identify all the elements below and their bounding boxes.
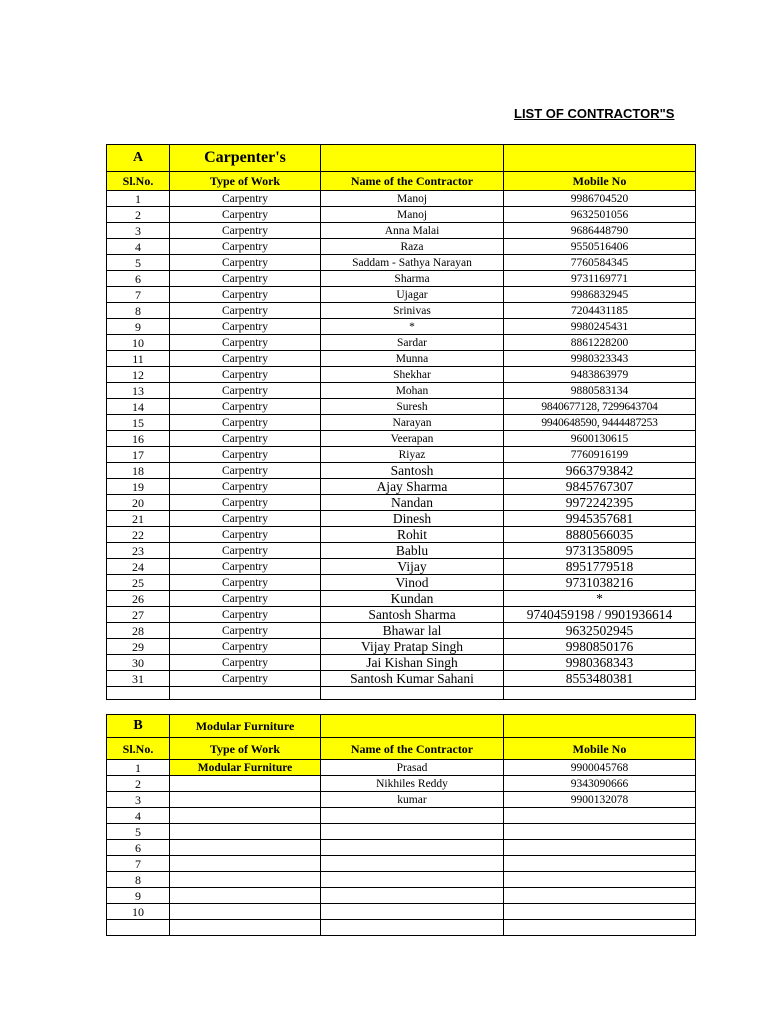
sl-cell: 2 — [107, 776, 170, 792]
table-row — [107, 287, 696, 303]
table-row — [107, 335, 696, 351]
sl-cell: 20 — [107, 495, 170, 511]
type-of-work-cell: Carpentry — [170, 367, 321, 383]
mobile-number-cell: 9945357681 — [504, 511, 696, 527]
mobile-number-cell: 9550516406 — [504, 239, 696, 255]
sl-cell: 15 — [107, 415, 170, 431]
sl-cell: 17 — [107, 447, 170, 463]
type-of-work-cell: Carpentry — [170, 271, 321, 287]
type-of-work-cell: Carpentry — [170, 463, 321, 479]
type-of-work-cell — [170, 856, 321, 872]
column-header-mobile: Mobile No — [504, 172, 696, 191]
contractor-name-cell: Ujagar — [321, 287, 504, 303]
empty-cell — [504, 687, 696, 700]
sl-cell: 1 — [107, 191, 170, 207]
modular-furniture-table — [106, 714, 696, 936]
contractor-name-cell — [321, 824, 504, 840]
table-row — [107, 792, 696, 808]
mobile-number-cell: 7760584345 — [504, 255, 696, 271]
type-of-work-cell: Carpentry — [170, 607, 321, 623]
sl-cell: 3 — [107, 792, 170, 808]
type-of-work-cell: Carpentry — [170, 383, 321, 399]
sl-cell: 31 — [107, 671, 170, 687]
sl-cell: 13 — [107, 383, 170, 399]
mobile-number-cell: 9840677128, 7299643704 — [504, 399, 696, 415]
table-row — [107, 431, 696, 447]
table-row — [107, 239, 696, 255]
type-of-work-cell — [170, 872, 321, 888]
type-of-work-cell: Carpentry — [170, 255, 321, 271]
empty-cell — [504, 145, 696, 172]
table-row — [107, 351, 696, 367]
table-row — [107, 207, 696, 223]
sl-cell: 3 — [107, 223, 170, 239]
table-row — [107, 511, 696, 527]
contractor-name-cell: Vinod — [321, 575, 504, 591]
contractor-name-cell: Santosh Kumar Sahani — [321, 671, 504, 687]
mobile-number-cell: 9663793842 — [504, 463, 696, 479]
sl-cell: 4 — [107, 239, 170, 255]
document-title: LIST OF CONTRACTOR"S — [514, 106, 675, 121]
empty-row — [107, 687, 696, 700]
empty-cell — [321, 145, 504, 172]
mobile-number-cell — [504, 808, 696, 824]
contractor-name-cell: Nandan — [321, 495, 504, 511]
contractor-name-cell: Saddam - Sathya Narayan — [321, 255, 504, 271]
type-of-work-cell: Carpentry — [170, 239, 321, 255]
type-of-work-cell — [170, 792, 321, 808]
mobile-number-cell — [504, 904, 696, 920]
sl-cell: 7 — [107, 287, 170, 303]
sl-cell: 25 — [107, 575, 170, 591]
mobile-number-cell: 9686448790 — [504, 223, 696, 239]
table-row — [107, 671, 696, 687]
table-row — [107, 399, 696, 415]
mobile-number-cell: 9731038216 — [504, 575, 696, 591]
column-header-type: Type of Work — [170, 172, 321, 191]
sl-cell: 21 — [107, 511, 170, 527]
mobile-number-cell: 9986832945 — [504, 287, 696, 303]
type-of-work-cell: Carpentry — [170, 191, 321, 207]
table-row — [107, 223, 696, 239]
mobile-number-cell — [504, 824, 696, 840]
type-of-work-cell: Carpentry — [170, 303, 321, 319]
contractor-name-cell: Riyaz — [321, 447, 504, 463]
contractor-name-cell: Vijay — [321, 559, 504, 575]
type-of-work-cell: Carpentry — [170, 207, 321, 223]
type-of-work-cell: Carpentry — [170, 479, 321, 495]
contractor-name-cell — [321, 872, 504, 888]
table-row — [107, 383, 696, 399]
section-heading: Carpenter's — [170, 145, 321, 172]
sl-cell: 1 — [107, 760, 170, 776]
contractor-name-cell: Mohan — [321, 383, 504, 399]
type-of-work-cell: Carpentry — [170, 527, 321, 543]
table-row — [107, 808, 696, 824]
mobile-number-cell: 9880583134 — [504, 383, 696, 399]
contractor-name-cell — [321, 904, 504, 920]
sl-cell: 26 — [107, 591, 170, 607]
type-of-work-cell: Carpentry — [170, 335, 321, 351]
contractor-name-cell: Dinesh — [321, 511, 504, 527]
type-of-work-cell — [170, 824, 321, 840]
contractor-name-cell: Munna — [321, 351, 504, 367]
mobile-number-cell: 9731358095 — [504, 543, 696, 559]
table-row — [107, 495, 696, 511]
sl-cell: 16 — [107, 431, 170, 447]
sl-cell: 30 — [107, 655, 170, 671]
contractor-name-cell: Manoj — [321, 207, 504, 223]
sl-cell: 12 — [107, 367, 170, 383]
sl-cell: 5 — [107, 824, 170, 840]
contractor-name-cell — [321, 920, 504, 936]
sl-cell: 14 — [107, 399, 170, 415]
table-row — [107, 575, 696, 591]
empty-cell — [321, 687, 504, 700]
table-row — [107, 639, 696, 655]
table-row — [107, 255, 696, 271]
sl-cell — [107, 920, 170, 936]
mobile-number-cell: 9972242395 — [504, 495, 696, 511]
column-header-type: Type of Work — [170, 738, 321, 760]
type-of-work-cell — [170, 776, 321, 792]
empty-cell — [107, 687, 170, 700]
type-of-work-cell: Carpentry — [170, 559, 321, 575]
sl-cell: 11 — [107, 351, 170, 367]
sl-cell: 8 — [107, 872, 170, 888]
type-of-work-cell — [170, 920, 321, 936]
mobile-number-cell: 9600130615 — [504, 431, 696, 447]
mobile-number-cell: 9900045768 — [504, 760, 696, 776]
type-of-work-cell: Carpentry — [170, 639, 321, 655]
mobile-number-cell: 9900132078 — [504, 792, 696, 808]
sl-cell: 6 — [107, 271, 170, 287]
table-row — [107, 623, 696, 639]
contractor-name-cell — [321, 888, 504, 904]
mobile-number-cell: 9986704520 — [504, 191, 696, 207]
contractor-name-cell: * — [321, 319, 504, 335]
contractor-name-cell: kumar — [321, 792, 504, 808]
carpenters-table — [106, 144, 696, 700]
table-row — [107, 655, 696, 671]
table-row — [107, 303, 696, 319]
contractor-name-cell: Srinivas — [321, 303, 504, 319]
type-of-work-cell — [170, 840, 321, 856]
section-letter: A — [107, 145, 170, 172]
column-header-row — [107, 172, 696, 191]
table-row — [107, 920, 696, 936]
contractor-name-cell: Vijay Pratap Singh — [321, 639, 504, 655]
column-header-mobile: Mobile No — [504, 738, 696, 760]
mobile-number-cell: 9740459198 / 9901936614 — [504, 607, 696, 623]
mobile-number-cell: 9731169771 — [504, 271, 696, 287]
type-of-work-cell: Carpentry — [170, 623, 321, 639]
table-row — [107, 447, 696, 463]
contractor-name-cell: Jai Kishan Singh — [321, 655, 504, 671]
type-of-work-cell: Carpentry — [170, 319, 321, 335]
contractor-name-cell: Shekhar — [321, 367, 504, 383]
sl-cell: 7 — [107, 856, 170, 872]
sl-cell: 4 — [107, 808, 170, 824]
type-of-work-cell: Modular Furniture — [170, 760, 321, 776]
contractor-name-cell: Santosh — [321, 463, 504, 479]
table-row — [107, 271, 696, 287]
mobile-number-cell: * — [504, 591, 696, 607]
mobile-number-cell: 9980245431 — [504, 319, 696, 335]
sl-cell: 10 — [107, 335, 170, 351]
mobile-number-cell: 8951779518 — [504, 559, 696, 575]
contractor-name-cell: Raza — [321, 239, 504, 255]
mobile-number-cell: 9980368343 — [504, 655, 696, 671]
type-of-work-cell: Carpentry — [170, 287, 321, 303]
contractor-name-cell: Prasad — [321, 760, 504, 776]
table-row — [107, 904, 696, 920]
section-heading: Modular Furniture — [170, 715, 321, 738]
contractor-name-cell: Bhawar lal — [321, 623, 504, 639]
table-row — [107, 367, 696, 383]
section-a-header-row — [107, 145, 696, 172]
section-b-header-row — [107, 715, 696, 738]
sl-cell: 2 — [107, 207, 170, 223]
mobile-number-cell — [504, 888, 696, 904]
mobile-number-cell — [504, 856, 696, 872]
contractor-name-cell: Anna Malai — [321, 223, 504, 239]
sl-cell: 22 — [107, 527, 170, 543]
contractor-name-cell: Kundan — [321, 591, 504, 607]
column-header-row — [107, 738, 696, 760]
table-row — [107, 415, 696, 431]
type-of-work-cell: Carpentry — [170, 351, 321, 367]
table-row — [107, 840, 696, 856]
empty-cell — [504, 715, 696, 738]
sl-cell: 9 — [107, 888, 170, 904]
mobile-number-cell — [504, 872, 696, 888]
type-of-work-cell: Carpentry — [170, 655, 321, 671]
contractor-name-cell: Manoj — [321, 191, 504, 207]
contractor-name-cell: Sardar — [321, 335, 504, 351]
contractor-name-cell: Narayan — [321, 415, 504, 431]
mobile-number-cell: 9343090666 — [504, 776, 696, 792]
empty-cell — [321, 715, 504, 738]
type-of-work-cell: Carpentry — [170, 399, 321, 415]
table-row — [107, 776, 696, 792]
type-of-work-cell: Carpentry — [170, 575, 321, 591]
table-row — [107, 191, 696, 207]
sl-cell: 23 — [107, 543, 170, 559]
mobile-number-cell: 9483863979 — [504, 367, 696, 383]
mobile-number-cell — [504, 920, 696, 936]
contractor-name-cell: Nikhiles Reddy — [321, 776, 504, 792]
type-of-work-cell: Carpentry — [170, 223, 321, 239]
sl-cell: 27 — [107, 607, 170, 623]
table-row — [107, 463, 696, 479]
table-row — [107, 607, 696, 623]
table-row — [107, 319, 696, 335]
column-header-name: Name of the Contractor — [321, 738, 504, 760]
mobile-number-cell: 9980850176 — [504, 639, 696, 655]
table-row — [107, 824, 696, 840]
table-row — [107, 872, 696, 888]
table-row — [107, 888, 696, 904]
contractor-name-cell — [321, 840, 504, 856]
column-header-slno: Sl.No. — [107, 172, 170, 191]
type-of-work-cell: Carpentry — [170, 671, 321, 687]
sl-cell: 24 — [107, 559, 170, 575]
type-of-work-cell: Carpentry — [170, 431, 321, 447]
table-row — [107, 760, 696, 776]
sl-cell: 5 — [107, 255, 170, 271]
mobile-number-cell: 7760916199 — [504, 447, 696, 463]
mobile-number-cell: 9980323343 — [504, 351, 696, 367]
contractor-name-cell — [321, 856, 504, 872]
sl-cell: 29 — [107, 639, 170, 655]
contractor-name-cell — [321, 808, 504, 824]
type-of-work-cell — [170, 808, 321, 824]
contractor-name-cell: Santosh Sharma — [321, 607, 504, 623]
sl-cell: 8 — [107, 303, 170, 319]
table-row — [107, 591, 696, 607]
mobile-number-cell: 7204431185 — [504, 303, 696, 319]
type-of-work-cell: Carpentry — [170, 543, 321, 559]
table-row — [107, 856, 696, 872]
type-of-work-cell: Carpentry — [170, 511, 321, 527]
contractor-name-cell: Rohit — [321, 527, 504, 543]
contractor-name-cell: Veerapan — [321, 431, 504, 447]
section-letter: B — [107, 715, 170, 738]
contractor-name-cell: Sharma — [321, 271, 504, 287]
type-of-work-cell: Carpentry — [170, 591, 321, 607]
sl-cell: 18 — [107, 463, 170, 479]
table-row — [107, 527, 696, 543]
mobile-number-cell: 9845767307 — [504, 479, 696, 495]
contractor-name-cell: Suresh — [321, 399, 504, 415]
sl-cell: 10 — [107, 904, 170, 920]
sl-cell: 19 — [107, 479, 170, 495]
mobile-number-cell — [504, 840, 696, 856]
type-of-work-cell: Carpentry — [170, 447, 321, 463]
mobile-number-cell: 9632501056 — [504, 207, 696, 223]
mobile-number-cell: 9940648590, 9444487253 — [504, 415, 696, 431]
empty-cell — [170, 687, 321, 700]
mobile-number-cell: 8861228200 — [504, 335, 696, 351]
table-row — [107, 543, 696, 559]
sl-cell: 28 — [107, 623, 170, 639]
sl-cell: 6 — [107, 840, 170, 856]
column-header-name: Name of the Contractor — [321, 172, 504, 191]
type-of-work-cell — [170, 888, 321, 904]
contractor-name-cell: Bablu — [321, 543, 504, 559]
mobile-number-cell: 8553480381 — [504, 671, 696, 687]
column-header-slno: Sl.No. — [107, 738, 170, 760]
contractor-name-cell: Ajay Sharma — [321, 479, 504, 495]
mobile-number-cell: 9632502945 — [504, 623, 696, 639]
table-row — [107, 559, 696, 575]
type-of-work-cell — [170, 904, 321, 920]
sl-cell: 9 — [107, 319, 170, 335]
mobile-number-cell: 8880566035 — [504, 527, 696, 543]
table-row — [107, 479, 696, 495]
type-of-work-cell: Carpentry — [170, 495, 321, 511]
type-of-work-cell: Carpentry — [170, 415, 321, 431]
